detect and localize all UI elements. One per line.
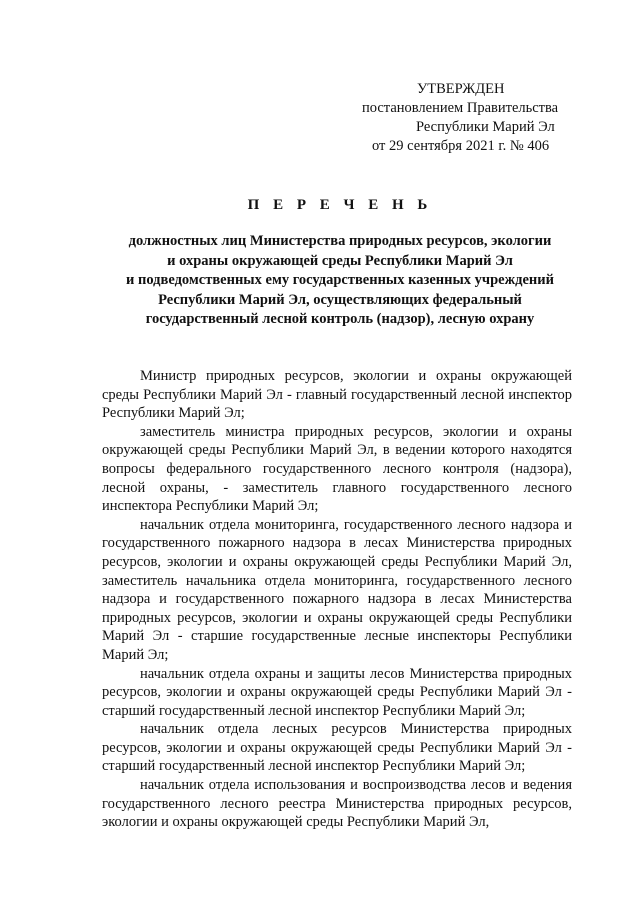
approval-decree-line: постановлением Правительства <box>362 100 559 116</box>
list-paragraph: заместитель министра природных ресурсов, экологии и охраны окружающей среды Республики Марий Эл, в ведении которого находятся вопросы федерального государственного лесного контроля (надзора), лесной охраны, - заместитель главного государственного лесного инспектора Республики Марий Эл; <box>102 423 572 515</box>
list-paragraph: начальник отдела использования и воспроизводства лесов и ведения государственного лесного реестра Министерства природных ресурсов, экологии и охраны окружающей среды Республики Марий Эл, <box>102 777 572 831</box>
subtitle-line: и подведомственных ему государственных казенных учреждений <box>126 272 554 288</box>
list-paragraph: начальник отдела мониторинга, государственного лесного надзора и государственного пожарного надзора в лесах Министерства природных ресурсов, экологии и охраны окружающей среды Республики Марий Эл, заместитель начальника отдела мониторинга, государственного лесного надзора и государственного пожарного надзора в лесах Министерства природных ресурсов, экологии и охраны окружающей среды Республики Марий Эл - старшие государственные лесные инспекторы Республики Марий Эл; <box>102 516 572 663</box>
list-paragraph: начальник отдела лесных ресурсов Министерства природных ресурсов, экологии и охраны окружающей среды Республики Марий Эл - старший государственный лесной инспектор Республики Марий Эл; <box>102 721 572 775</box>
list-paragraph: начальник отдела охраны и защиты лесов Министерства природных ресурсов, экологии и охраны окружающей среды Республики Марий Эл - старший государственный лесной инспектор Республики Марий Эл; <box>102 665 572 719</box>
subtitle-line: государственный лесной контроль (надзор), лесную охрану <box>145 311 535 327</box>
document-heading: П Е Р Е Ч Е Н Ь <box>247 197 433 213</box>
subtitle-line: должностных лиц Министерства природных ресурсов, экологии <box>128 233 552 249</box>
subtitle-line: Республики Марий Эл, осуществляющих федеральный <box>158 291 522 308</box>
document-body <box>102 367 572 832</box>
subtitle-line: и охраны окружающей среды Республики Марий Эл <box>167 252 513 269</box>
list-paragraph: Министр природных ресурсов, экологии и охраны окружающей среды Республики Марий Эл - главный государственный лесной инспектор Республики Марий Эл; <box>102 368 572 422</box>
approval-title: УТВЕРЖДЕН <box>417 81 505 97</box>
approval-stamp-block <box>360 80 590 156</box>
document-subtitle <box>100 232 580 330</box>
approval-republic-line: Республики Марий Эл <box>416 119 555 135</box>
approval-date-number-line: от 29 сентября 2021 г. № 406 <box>372 138 550 154</box>
